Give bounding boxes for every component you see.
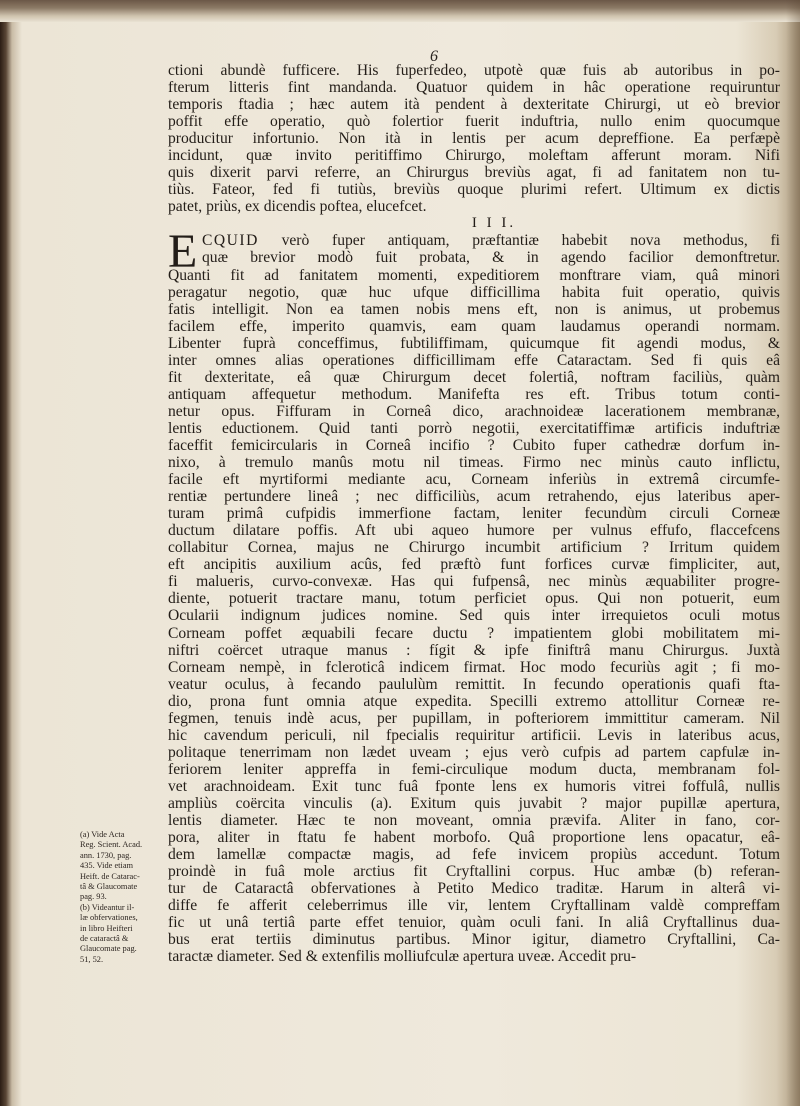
text-line: Corneam poffet æquabili fecare ductu ? impatientem globi mobilitatem mi- — [168, 624, 780, 642]
margin-footnotes — [80, 830, 166, 965]
text-line: nixo, à tremulo manûs motu nil timeas. Firmo nec minùs cauto inflictu, — [168, 454, 780, 472]
paragraph-2 — [168, 225, 780, 966]
first-line-rest: verò fuper antiquam, præftantiæ habebit nova methodus, fi — [258, 232, 780, 250]
text-line: Corneam nempè, in fcleroticâ indicem firmat. Hoc modo fecuriùs agit ; fi mo- — [168, 658, 780, 676]
main-text-block — [168, 62, 780, 965]
text-line: pora, aliter in ftatu fe habent morbofo. Quâ proportione lens opacatur, eâ- — [168, 829, 780, 847]
text-line: rentiæ pertundere lineâ ; nec difficiliùs, acum retrahendo, ejus lateribus aper- — [168, 488, 780, 506]
text-line: facile eft myrtiformi mediante acu, Corneam inferiùs in extremâ circumfe- — [168, 471, 780, 489]
text-line: politaque tenerrimam non lædet uveam ; ejus verò cufpis ad partem capfulæ in- — [168, 743, 780, 761]
text-line: niftri coërcet utraque manus : fígit & ipfe finiftrâ manu Chirurgus. Juxtà — [168, 641, 780, 659]
first-word: CQUID — [202, 232, 259, 250]
footnote-line: (a) Vide Acta — [80, 830, 125, 839]
footnote-line: 51, 52. — [80, 954, 104, 964]
text-line: tur de Cataractâ obfervationes à Petito Medico traditæ. Harum in alterâ vi- — [168, 880, 780, 898]
text-line: diffe fe afferit celeberrimus ille vir, lentem Cryftallinam valdè compreffam — [168, 897, 780, 915]
text-line: fterum litteris fint mandanda. Quatuor quidem in hâc operatione requiruntur — [168, 79, 780, 97]
text-line: Libenter fuprà conceffimus, fubtiliffimam, quicumque fit agendi modus, & — [168, 334, 780, 352]
text-line: fic ut unâ tertiâ parte effet tenuior, quàm oculi fani. In aliâ Cryftallinus dua- — [168, 914, 780, 932]
text-line: fit dexteritate, eâ quæ Chirurgum decet folertiâ, noftram faciliùs, quàm — [168, 368, 780, 386]
text-line: temporis ftadia ; hæc autem ità pendent à dexteritate Chirurgi, ut eò brevior — [168, 96, 780, 114]
text-line: lentis eductionem. Quid tanti porrò negotii, exercitatiffimæ artificis induftriæ — [168, 419, 780, 437]
footnote-line: de cataractâ & — [80, 934, 129, 944]
footnote-line: (b) Videantur il- — [80, 902, 135, 912]
text-line: lentis diameter. Hæc te non moveant, omnia prævifa. Aliter in fano, cor- — [168, 812, 780, 830]
text-line: facilem effe, imperito quamvis, eam quam laudamus operandi normam. — [168, 317, 780, 335]
footnote-line: 435. Vide etiam — [80, 861, 134, 871]
text-line: poffit effe operatio, quò folertior fuerit induftria, nullo enim quocumque — [168, 113, 780, 131]
footnote-line: in libro Heifteri — [80, 923, 133, 933]
text-line: producitur infortunio. Non ità in lentis per acum depreffione. Ea perfæpè — [168, 130, 780, 148]
text-line: quis dixerit parvi referre, an Chirurgus breviùs agat, fi ad fanitatem non tu- — [168, 164, 780, 182]
section-heading: I I I. — [471, 215, 517, 232]
text-line: feriorem leniter appreffa in femi-circulique modum ducta, membranam fol- — [168, 760, 780, 778]
text-line: dio, prona funt omnia atque expedita. Specilli extremo attollitur Corneæ re- — [168, 692, 780, 710]
text-line: dem lamellæ compactæ magis, ad fefe invicem propiùs accedunt. Totum — [168, 846, 780, 864]
text-line: veatur oculus, à fecando paululùm remittit. In fecundo operationis quafi fta- — [168, 675, 780, 693]
text-line-first — [168, 232, 780, 249]
paragraph-1 — [168, 62, 780, 215]
text-line: quæ brevior modò fuit probata, & in agendo facilior demonftretur. — [202, 249, 780, 267]
text-line: antiquam affequetur methodum. Manifefta res eft. Tribus totum conti- — [168, 385, 780, 403]
text-line: ctioni abundè fufficere. His fuperfedeo, utpotè quæ fuis ab autoribus in po- — [168, 62, 780, 79]
drop-cap: E — [168, 225, 198, 279]
text-line: taractæ diameter. Sed & extenfilis molliufculæ apertura uveæ. Accedit pru- — [168, 948, 637, 966]
footnote-line: tâ & Glaucomate — [80, 882, 138, 892]
text-line: netur opus. Fiffuram in Corneâ dico, arachnoideæ lacerationem membranæ, — [168, 402, 780, 420]
text-line: tiùs. Fateor, fed fi tutiùs, breviùs quoque plurimi refert. Ultimum ex dictis — [168, 181, 780, 199]
footnote-line: Heift. de Catarac- — [80, 871, 140, 881]
footnote-line: pag. 93. — [80, 892, 107, 902]
text-line: diente, potuerit tractare manu, totum perficiet opus. Qui non potuerit, eum — [168, 590, 780, 608]
page-right-edge — [786, 0, 800, 1106]
text-line: bus erat tertiis diminutus partibus. Minor igitur, diametro Cryftallini, Ca- — [168, 931, 780, 949]
page-number: 6 — [430, 48, 438, 65]
footnote-line: Glaucomate pag. — [80, 944, 137, 954]
text-line: Quanti fit ad fanitatem momenti, expeditiorem monftrare viam, quâ minori — [168, 266, 780, 284]
text-line: hic cavendum periculi, nil fpecialis requiritur artificii. Levis in lateribus acus, — [168, 726, 780, 744]
text-line: collabitur Cornea, majus ne Chirurgo incumbit artificium ? Irritum quidem — [168, 539, 780, 557]
text-line: vet arachnoideam. Exit tunc fuâ fponte lens ex humoris vitrei foffulâ, nullis — [168, 777, 780, 795]
text-line: patet, priùs, ex dicendis poftea, elucefcet. — [168, 198, 427, 216]
text-line: fi malueris, curvo-convexæ. Has qui fufpensâ, nec minùs æquabiliter progre- — [168, 573, 780, 591]
text-line: peragatur negotio, quæ huc ufque difficillima habita fuit operatio, quivis — [168, 283, 780, 301]
text-line: fegmen, tenuis indè acus, per pupillam, in pofteriorem immittitur cameram. Nil — [168, 709, 780, 727]
footnote-line: ann. 1730, pag. — [80, 850, 132, 860]
footnote-line: læ obfervationes, — [80, 913, 138, 923]
text-line: ductum dilatare poffis. Aft ubi aqueo humore per vulnus effufo, flaccefcens — [168, 522, 780, 540]
book-top-edge — [0, 0, 800, 22]
text-line: faceffit femicircularis in Corneâ incifio ? Cubito fuper cathedræ dorfum in- — [168, 436, 780, 454]
text-line: turam primâ cufpidis immerfione factam, leniter fecundùm circuli Corneæ — [168, 505, 780, 523]
text-line: Ocularii indignum judices nomine. Sed quis inter irrequietos oculi motus — [168, 607, 780, 625]
text-line: eft ancipitis auxilium acûs, fed præftò funt forfices curvæ fimpliciter, aut, — [168, 556, 780, 574]
text-line: ampliùs coërcita vinculis (a). Exitum quis juvabit ? major pupillæ apertura, — [168, 794, 780, 812]
text-line: incidunt, quæ invito peritiffimo Chirurgo, moleftam afferunt moram. Nifi — [168, 147, 780, 165]
text-line: fatis intelligit. Non ea tamen nobis mens eft, non is animus, ut probemus — [168, 300, 780, 318]
text-line: proindè in fuâ mole arctius fit Cryftallini corpus. Huc ambæ (b) referan- — [168, 863, 780, 881]
text-line: inter omnes alias operationes difficillimam effe Cataractam. Sed fi quis eâ — [168, 351, 780, 369]
footnote-line: Reg. Scient. Acad. — [80, 840, 143, 850]
